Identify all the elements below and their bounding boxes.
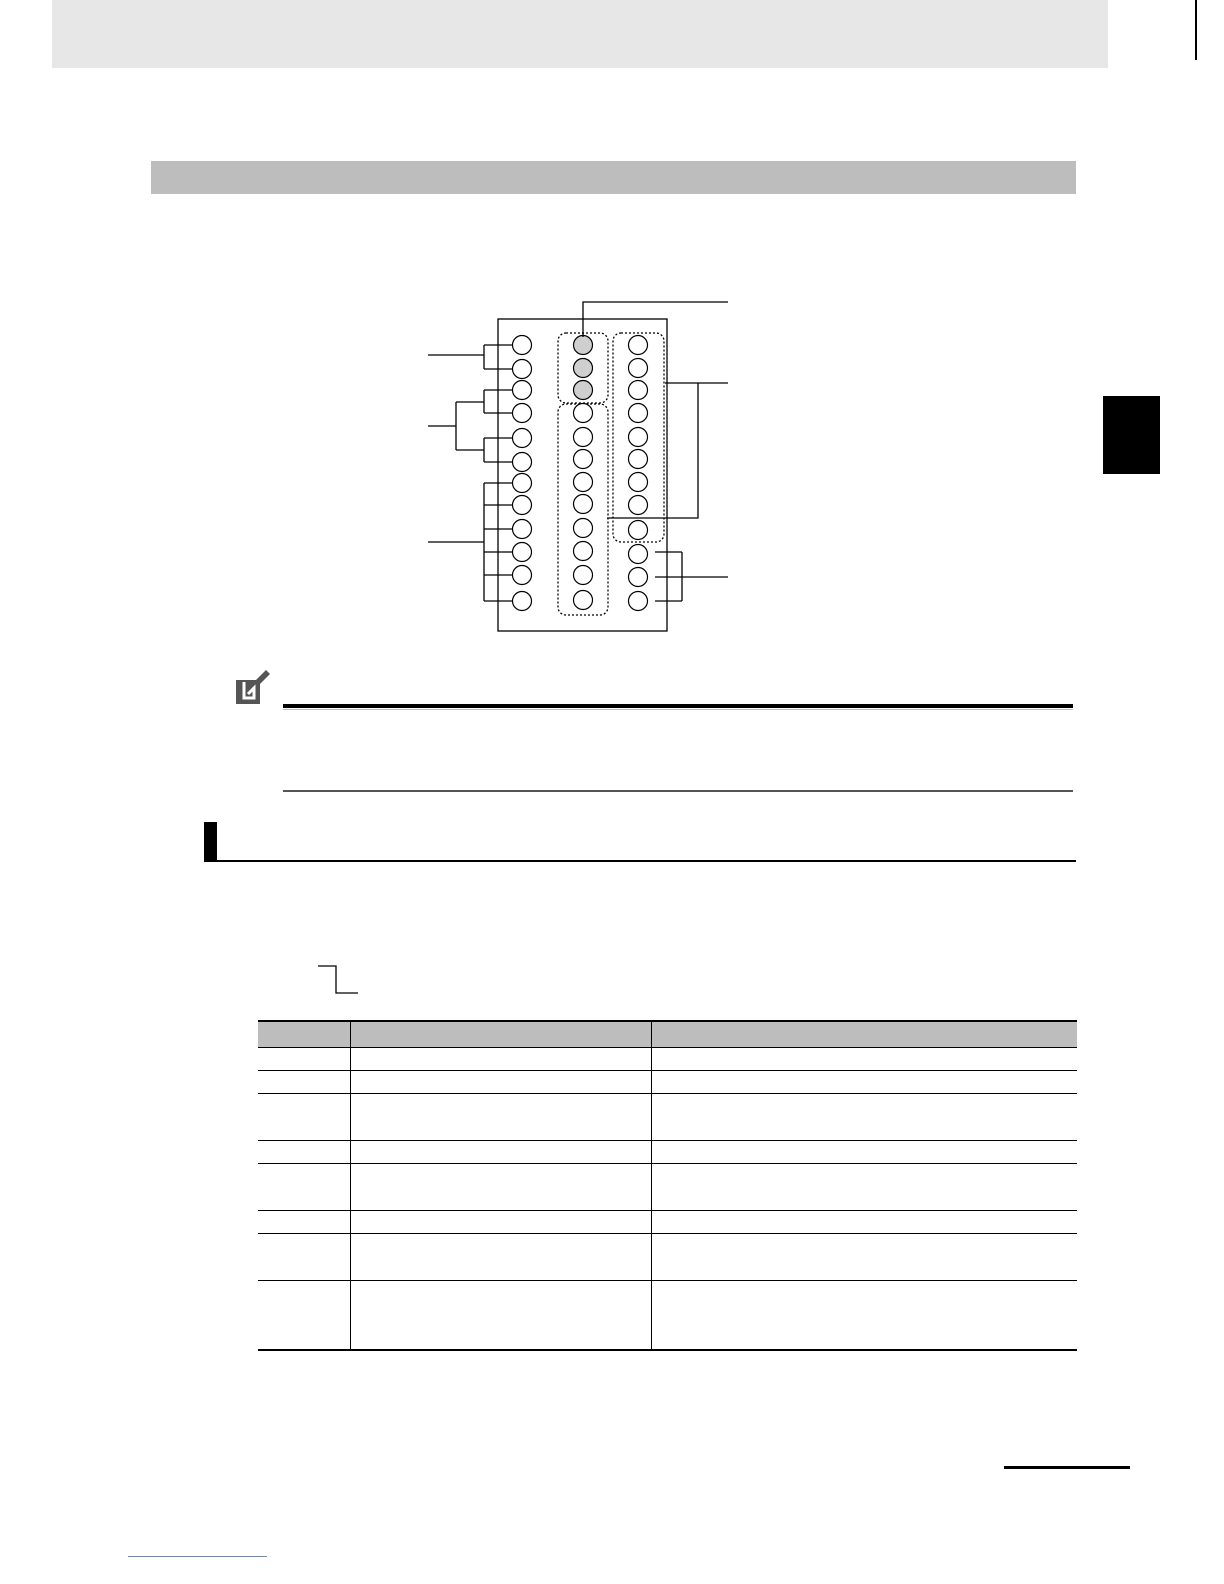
table-cell <box>258 1048 350 1071</box>
table-cell <box>258 1234 350 1281</box>
table-row <box>258 1211 1077 1234</box>
table-row <box>258 1164 1077 1211</box>
table-cell <box>651 1094 1077 1141</box>
table-header-row <box>258 1021 1077 1048</box>
table-cell <box>350 1094 651 1141</box>
table-cell <box>258 1211 350 1234</box>
footer-link[interactable] <box>128 1556 267 1557</box>
table-cell <box>651 1211 1077 1234</box>
table-row <box>258 1281 1077 1351</box>
table-row <box>258 1141 1077 1164</box>
table-cell <box>258 1164 350 1211</box>
table-header-cell <box>350 1021 651 1048</box>
table-cell <box>350 1071 651 1094</box>
table-row <box>258 1234 1077 1281</box>
table-cell <box>258 1094 350 1141</box>
table-cell <box>651 1141 1077 1164</box>
table-cell <box>258 1141 350 1164</box>
table-row <box>258 1094 1077 1141</box>
table-cell <box>350 1141 651 1164</box>
table-cell <box>651 1071 1077 1094</box>
table-cell <box>651 1281 1077 1351</box>
table-cell <box>350 1048 651 1071</box>
table-cell <box>258 1071 350 1094</box>
table-cell <box>350 1211 651 1234</box>
specification-table <box>258 1020 1077 1351</box>
table-cell <box>651 1164 1077 1211</box>
table-cell <box>651 1048 1077 1071</box>
table-cell <box>258 1281 350 1351</box>
table-row <box>258 1048 1077 1071</box>
table-cell <box>651 1234 1077 1281</box>
table-cell <box>350 1234 651 1281</box>
page-number-rule <box>1004 1466 1130 1469</box>
table-header-cell <box>258 1021 350 1048</box>
table-header-cell <box>651 1021 1077 1048</box>
table-cell <box>350 1164 651 1211</box>
table-row <box>258 1071 1077 1094</box>
table-cell <box>350 1281 651 1351</box>
